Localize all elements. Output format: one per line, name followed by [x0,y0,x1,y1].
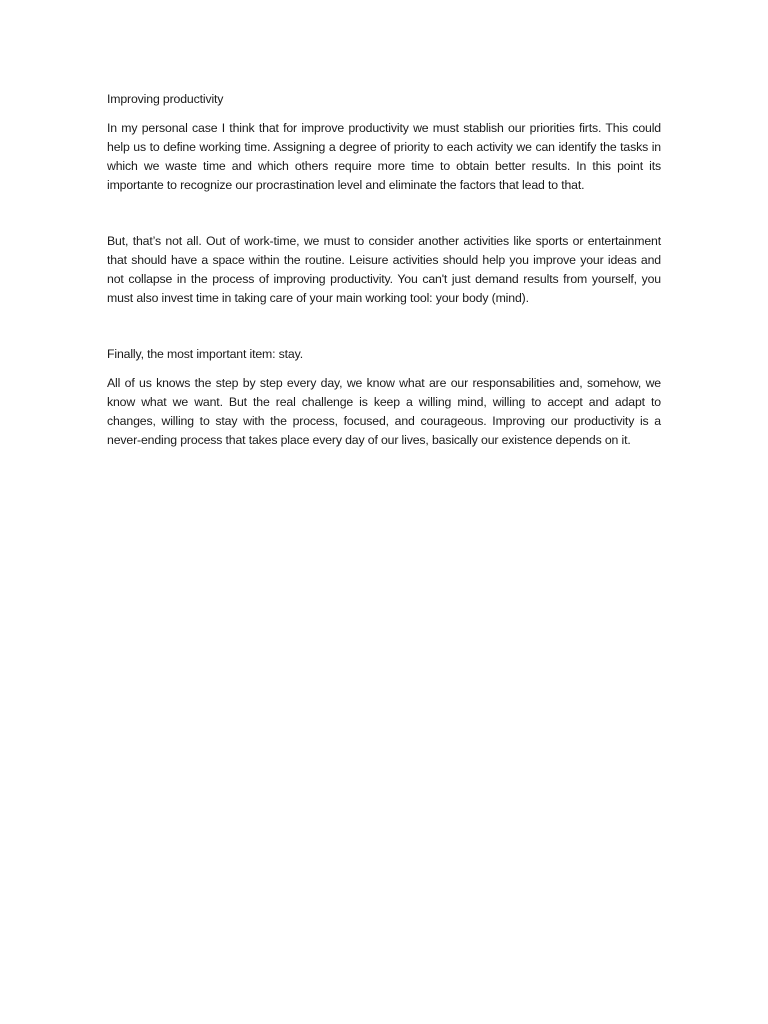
spacer [107,364,661,374]
paragraph-leisure: But, that’s not all. Out of work-time, we must to consider another activities like sports or entertainment that should have a space within the routine. Leisure activities should help you improve your ideas and not collapse in the process of improving productivity. You can't just demand results from yourself, you must also invest time in taking care of your main working tool: your body (mind). [107,234,661,305]
spacer [107,195,661,232]
paragraph-priorities: In my personal case I think that for improve productivity we must stablish our priorities firts. This could help us to define working time. Assigning a degree of priority to each activity we can identify the tasks in which we waste time and which others require more time to obtain better results. In this point its importante to recognize our procrastination level and eliminate the factors that lead to that. [107,121,661,192]
spacer [107,308,661,345]
document-title: Improving productivity [107,92,224,106]
spacer [107,109,661,119]
paragraph-stay: Finally, the most important item: stay. [107,347,303,361]
paragraph-challenge: All of us knows the step by step every day, we know what are our responsabilities and, somehow, we know what we want. But the real challenge is keep a willing mind, willing to accept and adapt to changes, willing to stay with the process, focused, and courageous. Improving our productivity is a never-ending process that takes place every day of our lives, basically our existence depends on it. [107,376,661,447]
